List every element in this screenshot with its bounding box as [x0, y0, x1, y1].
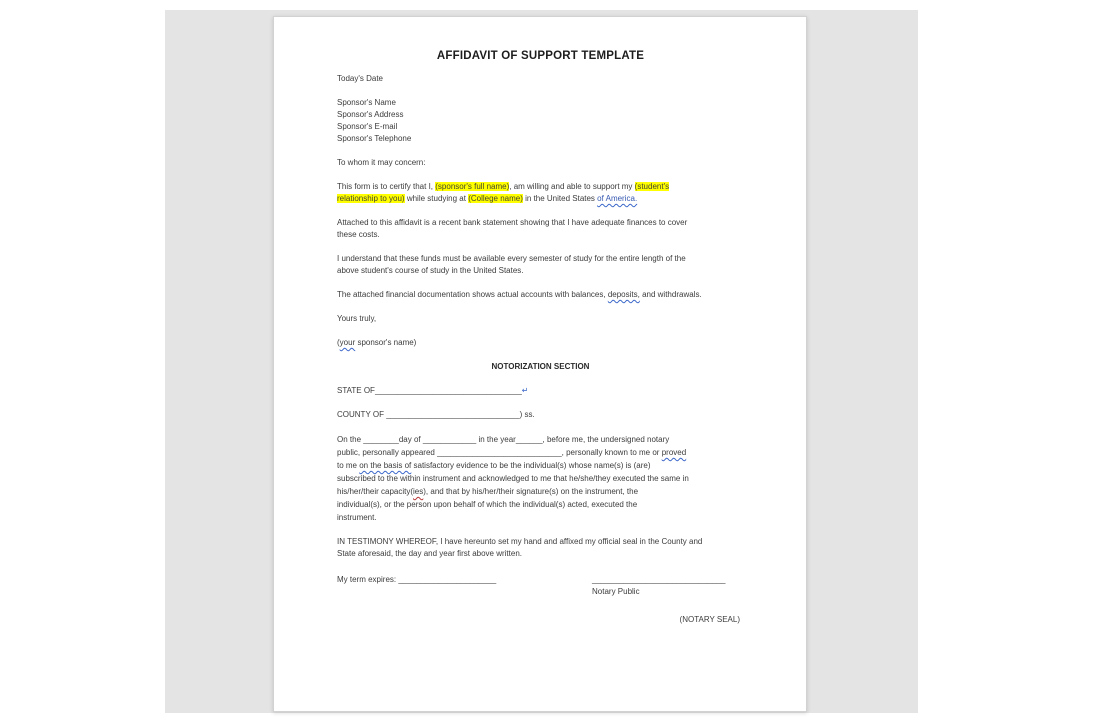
- text-segment: ______________________: [398, 575, 497, 584]
- document-page: [273, 16, 807, 712]
- todays-date-line: [337, 73, 744, 85]
- paragraph-financial: [337, 289, 744, 301]
- text-segment: individual(s), or the person upon behalf of which the individual(s) acted, executed the: [337, 500, 638, 509]
- text-line: [337, 385, 744, 397]
- paragraph-understand: [337, 253, 744, 277]
- text-line: [337, 109, 744, 121]
- text-segment: State aforesaid, the day and year first above written.: [337, 549, 522, 558]
- text-line: [337, 253, 744, 265]
- text-line: [337, 459, 744, 472]
- text-line: [592, 574, 725, 586]
- text-line: [592, 586, 725, 598]
- text-line: [337, 193, 744, 205]
- text-line: [337, 217, 744, 229]
- text-segment: ) ss.: [519, 410, 535, 419]
- grammar-marked-text: proved: [661, 448, 687, 457]
- text-segment: in the United States: [522, 194, 598, 203]
- text-segment: To whom it may concern:: [337, 158, 426, 167]
- document-title: [337, 49, 744, 63]
- paragraph-attached: [337, 217, 744, 241]
- text-segment: AFFIDAVIT OF SUPPORT TEMPLATE: [436, 50, 645, 62]
- text-segment: _________________________________: [374, 386, 522, 395]
- text-line: [337, 337, 744, 349]
- text-line: [337, 157, 744, 169]
- text-segment: to me: [337, 461, 360, 470]
- text-line: [337, 121, 744, 133]
- text-segment: satisfactory evidence to be the individual(s) whose name(s) is (are): [411, 461, 651, 470]
- term-and-notary-row: [337, 574, 744, 598]
- text-line: [337, 472, 744, 485]
- highlighted-placeholder: (student's: [634, 182, 670, 191]
- text-segment: these costs.: [337, 230, 380, 239]
- text-line: [337, 511, 744, 524]
- text-line: [337, 313, 744, 325]
- text-segment: his/her/their capacity(: [337, 487, 414, 496]
- text-segment: Yours truly,: [337, 314, 377, 323]
- closing-sponsor-name: [337, 337, 744, 349]
- text-line: [337, 181, 744, 193]
- notorization-heading: [337, 361, 744, 373]
- closing-yours-truly: [337, 313, 744, 325]
- paragraph-notary: [337, 433, 744, 524]
- text-segment: This form is to certify that I,: [337, 182, 436, 191]
- grammar-marked-text: your: [339, 338, 356, 347]
- text-line: [337, 289, 744, 301]
- text-line: [337, 409, 744, 421]
- text-line: [337, 49, 744, 63]
- county-of-line: [337, 409, 744, 421]
- text-line: [337, 548, 744, 560]
- text-line: [337, 97, 744, 109]
- text-line: [337, 361, 744, 373]
- notary-seal-label: [337, 614, 744, 626]
- paragraph-return-mark: ↵: [521, 386, 529, 395]
- text-segment: COUNTY OF: [337, 410, 387, 419]
- text-segment: Sponsor's Address: [337, 110, 404, 119]
- sponsor-info-block: [337, 97, 744, 145]
- salutation: [337, 157, 744, 169]
- spellcheck-marked-text: ies: [413, 487, 424, 496]
- text-segment: above student's course of study in the United States.: [337, 266, 524, 275]
- highlighted-placeholder: (sponsor's full name): [435, 182, 510, 191]
- text-line: [337, 574, 592, 586]
- text-segment: IN TESTIMONY WHEREOF, I have hereunto set my hand and affixed my official seal in the County and: [337, 537, 703, 546]
- highlighted-placeholder: (College name): [468, 194, 523, 203]
- text-segment: Attached to this affidavit is a recent bank statement showing that I have adequate finances to cover: [337, 218, 688, 227]
- text-segment: instrument.: [337, 513, 377, 522]
- text-line: [337, 133, 744, 145]
- text-segment: public, personally appeared ____________________________, personally known to me or: [337, 448, 662, 457]
- text-segment: I understand that these funds must be available every semester of study for the entire length of the: [337, 254, 686, 263]
- text-segment: subscribed to the within instrument and acknowledged to me that he/she/they executed the same in: [337, 474, 689, 483]
- notary-signature-block: [592, 574, 725, 598]
- term-expires-line: [337, 574, 592, 598]
- text-line: [337, 73, 744, 85]
- text-segment: (NOTARY SEAL): [679, 615, 740, 624]
- text-segment: sponsor's name): [355, 338, 417, 347]
- text-segment: ______________________________: [592, 575, 726, 584]
- text-segment: and withdrawals.: [639, 290, 702, 299]
- text-line: [337, 614, 740, 626]
- text-segment: Sponsor's Telephone: [337, 134, 412, 143]
- text-segment: NOTORIZATION SECTION: [491, 362, 590, 371]
- text-segment: while studying at: [404, 194, 469, 203]
- text-line: [337, 433, 744, 446]
- grammar-marked-text: on the basis of: [359, 461, 412, 470]
- text-segment: The attached financial documentation shows actual accounts with balances,: [337, 290, 608, 299]
- text-line: [337, 498, 744, 511]
- paragraph-certify: [337, 181, 744, 205]
- text-segment: My term expires:: [337, 575, 399, 584]
- state-of-line: [337, 385, 744, 397]
- grammar-marked-text: of America.: [597, 194, 638, 203]
- text-line: [337, 229, 744, 241]
- text-segment: On the ________day of ____________ in the year______, before me, the undersigned notary: [337, 435, 670, 444]
- grammar-marked-text: deposits,: [607, 290, 640, 299]
- text-segment: Sponsor's Name: [337, 98, 396, 107]
- text-segment: ), and that by his/her/their signature(s) on the instrument, the: [423, 487, 639, 496]
- text-line: [337, 485, 744, 498]
- highlighted-placeholder: relationship to you): [337, 194, 405, 203]
- text-segment: Today's Date: [337, 74, 383, 83]
- text-line: [337, 446, 744, 459]
- text-segment: ______________________________: [386, 410, 520, 419]
- text-segment: Notary Public: [592, 587, 640, 596]
- paragraph-testimony: [337, 536, 744, 560]
- text-segment: (: [337, 338, 340, 347]
- text-segment: STATE OF: [337, 386, 375, 395]
- text-segment: , am willing and able to support my: [509, 182, 635, 191]
- text-line: [337, 536, 744, 548]
- text-line: [337, 265, 744, 277]
- text-segment: Sponsor's E-mail: [337, 122, 398, 131]
